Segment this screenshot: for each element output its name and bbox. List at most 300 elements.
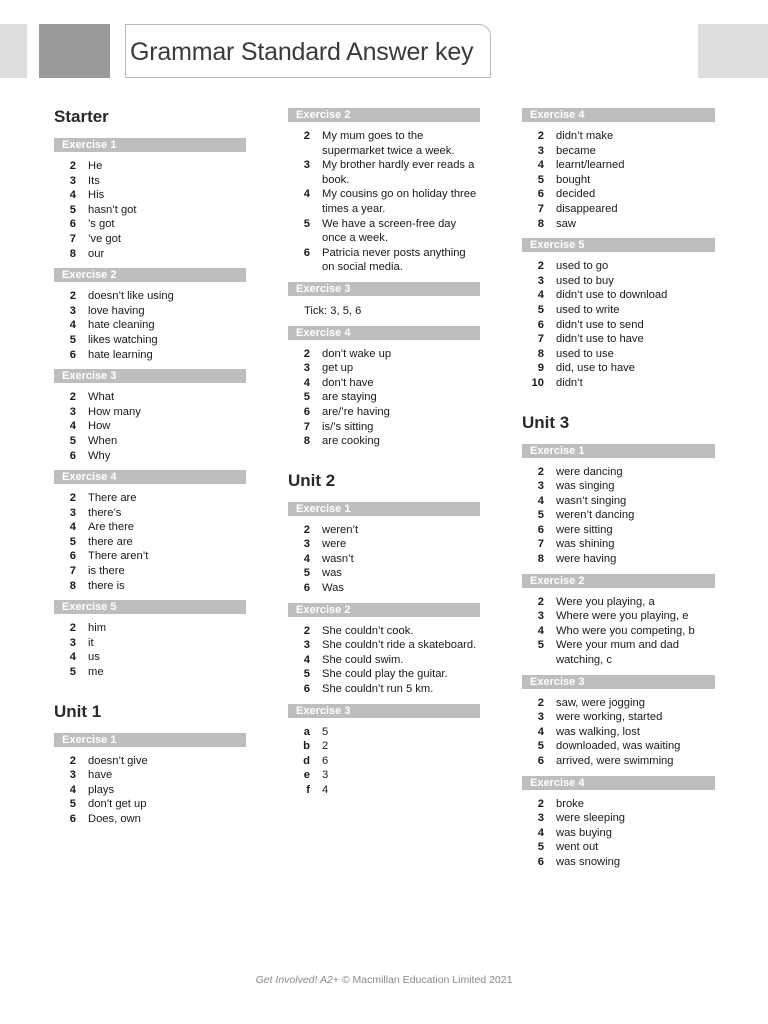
answer-text: have: [88, 769, 113, 782]
answer-text: doesn’t like using: [88, 290, 174, 303]
answer-text: used to use: [556, 347, 614, 360]
answer-number: 4: [69, 521, 76, 534]
answer-number: 2: [303, 523, 310, 536]
answer-text: was buying: [556, 826, 612, 839]
exercise-header: Exercise 2: [288, 108, 480, 122]
answer-number: 4: [537, 494, 544, 507]
answer-item: [522, 465, 715, 480]
answer-number: 8: [69, 247, 76, 260]
answer-item: [522, 624, 715, 639]
answer-number: 6: [303, 405, 310, 418]
answer-number: d: [303, 754, 310, 767]
answer-text: downloaded, was waiting: [556, 740, 681, 753]
answer-text: bought: [556, 173, 591, 186]
answer-item: [54, 217, 246, 232]
answer-item: [288, 523, 480, 538]
answer-number: 9: [537, 362, 544, 375]
answer-text: used to go: [556, 260, 609, 273]
exercise-header: Exercise 1: [288, 502, 480, 516]
answer-text: 4: [322, 784, 329, 796]
exercise-header: Exercise 3: [54, 369, 246, 383]
answer-number: 3: [69, 769, 76, 782]
answer-item: [54, 318, 246, 333]
answer-text: 5: [322, 725, 329, 738]
answer-text: us: [88, 651, 100, 664]
answer-number: 5: [69, 333, 76, 346]
answer-text: was walking, lost: [556, 725, 640, 738]
answer-text: wasn’t: [322, 552, 354, 565]
answer-list: [54, 484, 246, 593]
answer-text: hasn’t got: [88, 203, 137, 216]
answer-text: How: [88, 420, 111, 433]
answer-number: 4: [537, 159, 544, 172]
answer-item: [54, 289, 246, 304]
answer-number: 6: [303, 582, 310, 595]
answer-number: 6: [69, 449, 76, 462]
answer-item: [288, 129, 480, 158]
answer-item: [288, 217, 480, 246]
answer-item: [54, 650, 246, 665]
answer-text: She couldn’t ride a skateboard.: [322, 639, 477, 652]
unit-heading: Starter: [54, 107, 109, 126]
answer-number: 5: [537, 173, 544, 186]
answer-item: [54, 304, 246, 319]
answer-number: 5: [69, 535, 76, 548]
answer-text: likes watching: [88, 333, 158, 346]
answer-number: 6: [303, 246, 310, 259]
answer-number: 8: [537, 553, 544, 566]
answer-list: [54, 282, 246, 362]
answer-number: 4: [537, 725, 544, 738]
answer-item: [54, 159, 246, 174]
answer-text: is/’s sitting: [322, 420, 374, 433]
answer-text: His: [88, 189, 105, 202]
answer-number: 5: [303, 217, 310, 230]
answer-number: 6: [537, 755, 544, 767]
answer-number: 5: [303, 391, 310, 404]
answer-text: did, use to have: [556, 362, 635, 375]
unit-heading: Unit 2: [288, 470, 336, 490]
answer-text: me: [88, 666, 104, 679]
answer-item: [288, 405, 480, 420]
page-title: Grammar Standard Answer key: [130, 38, 474, 66]
answer-number: 8: [303, 435, 310, 448]
title-box: [125, 24, 491, 78]
answer-item: [522, 288, 715, 303]
answer-item: [288, 638, 480, 653]
footer-book-title: Get Involved! A2+: [255, 974, 339, 986]
answer-text: weren’t: [322, 523, 359, 536]
answer-item: [54, 491, 246, 506]
answer-item: [54, 247, 246, 262]
exercise-header: Exercise 2: [54, 268, 246, 282]
answer-number: 3: [537, 610, 544, 623]
answer-number: 3: [537, 480, 544, 493]
answer-item: [522, 638, 715, 667]
answer-text: 3: [322, 769, 329, 782]
answer-item: [522, 494, 715, 509]
answer-text: used to write: [556, 303, 620, 316]
exercise-header: Exercise 4: [522, 776, 715, 790]
answer-number: 4: [69, 651, 76, 664]
footer: [0, 974, 768, 986]
answer-number: 3: [69, 405, 76, 418]
answer-text: are staying: [322, 391, 377, 404]
answer-item: [522, 217, 715, 232]
answer-text: don’t wake up: [322, 347, 392, 360]
exercise-header: Exercise 4: [522, 108, 715, 122]
answer-item: [288, 390, 480, 405]
answer-text: When: [88, 434, 118, 447]
answer-item: [522, 754, 715, 769]
answer-text: our: [88, 247, 105, 260]
answer-item: [54, 174, 246, 189]
answer-number: 4: [303, 376, 310, 389]
answer-item: [54, 348, 246, 363]
answer-item: [54, 333, 246, 348]
unit-heading: Unit 3: [522, 412, 570, 432]
answer-text: get up: [322, 362, 354, 375]
answer-number: e: [303, 769, 310, 782]
answer-number: 6: [69, 218, 76, 231]
answer-number: 5: [69, 434, 76, 447]
answer-number: 2: [69, 754, 76, 767]
answer-text: didn’t use to have: [556, 333, 644, 346]
answer-item: [54, 419, 246, 434]
answer-item: [288, 667, 480, 682]
answer-list: [54, 383, 246, 463]
exercise-header: Exercise 4: [288, 326, 480, 340]
answer-item: [522, 696, 715, 711]
answer-number: 2: [303, 624, 310, 637]
answer-column-2: [288, 100, 480, 798]
answer-item: [54, 812, 246, 827]
answer-text: became: [556, 144, 596, 157]
answer-item: [522, 274, 715, 289]
answer-item: [54, 783, 246, 798]
answer-text: We have a screen-free day once a week.: [322, 217, 457, 245]
answer-text: were dancing: [556, 465, 623, 478]
answer-number: 6: [537, 188, 544, 201]
answer-text: is there: [88, 565, 125, 578]
answer-item: [54, 188, 246, 203]
answer-text: How many: [88, 405, 141, 418]
answer-number: 2: [537, 797, 544, 810]
answer-item: [288, 246, 480, 275]
answer-item: [288, 347, 480, 362]
answer-number: 2: [537, 696, 544, 709]
answer-item: [54, 449, 246, 464]
answer-item: [522, 552, 715, 567]
answer-text: 6: [322, 754, 329, 767]
answer-text: were sleeping: [556, 812, 626, 825]
answer-text: What: [88, 391, 115, 404]
answer-text: it: [88, 636, 94, 649]
answer-number: 2: [303, 130, 310, 142]
answer-item: [522, 202, 715, 217]
answer-item: [288, 682, 480, 697]
answer-item: [288, 581, 480, 596]
answer-number: 5: [303, 567, 310, 580]
answer-column-1: [54, 100, 246, 827]
answer-number: 5: [537, 740, 544, 753]
exercise-header: Exercise 3: [522, 675, 715, 689]
exercise-header: Exercise 2: [522, 574, 715, 588]
answer-item: [288, 725, 480, 740]
answer-number: 7: [69, 565, 76, 578]
answer-item: [522, 158, 715, 173]
answer-item: [522, 508, 715, 523]
answer-list: [288, 340, 480, 449]
answer-item: [288, 768, 480, 783]
answer-list: [522, 458, 715, 567]
answer-list: [522, 122, 715, 231]
answer-text: There are: [88, 492, 137, 505]
answer-item: [522, 129, 715, 144]
answer-number: f: [306, 784, 310, 796]
answer-number: 3: [303, 639, 310, 652]
answer-number: 3: [69, 636, 76, 649]
answer-item: [522, 318, 715, 333]
answer-text: were: [322, 538, 347, 551]
answer-text: hate cleaning: [88, 319, 155, 332]
answer-item: [522, 347, 715, 362]
answer-text: didn’t make: [556, 130, 614, 142]
answer-text: were working, started: [556, 711, 663, 724]
answer-text: 2: [322, 740, 329, 753]
answer-text: was snowing: [556, 855, 621, 868]
answer-number: 6: [303, 683, 310, 696]
header-tab-dark: [39, 24, 110, 78]
answer-item: [288, 158, 480, 187]
answer-text: hate learning: [88, 348, 153, 361]
answer-item: [522, 826, 715, 841]
answer-number: 4: [537, 289, 544, 302]
answer-text: Was: [322, 582, 344, 595]
answer-number: 7: [537, 538, 544, 551]
answer-list: [54, 747, 246, 827]
exercise-header: Exercise 4: [54, 470, 246, 484]
answer-text: weren’t dancing: [556, 509, 635, 522]
answer-text: broke: [556, 797, 584, 810]
answer-text: saw, were jogging: [556, 696, 645, 709]
answer-item: [522, 479, 715, 494]
answer-text: are/’re having: [322, 405, 390, 418]
answer-number: 4: [69, 420, 76, 433]
answer-item: [522, 303, 715, 318]
answer-number: 7: [537, 333, 544, 346]
answer-text: She couldn’t cook.: [322, 624, 414, 637]
answer-text: Where were you playing, e: [556, 610, 689, 623]
answer-number: 7: [537, 202, 544, 215]
answer-text: doesn’t give: [88, 754, 148, 767]
answer-list: [54, 152, 246, 261]
answer-text: Does, own: [88, 813, 141, 825]
answer-number: 6: [537, 523, 544, 536]
answer-number: 4: [303, 188, 310, 201]
answer-text: don’t get up: [88, 798, 147, 811]
answer-number: 6: [69, 348, 76, 361]
answer-item: [522, 811, 715, 826]
answer-item: [522, 739, 715, 754]
answer-text: wasn’t singing: [556, 494, 627, 507]
answer-text: plays: [88, 783, 115, 796]
answer-item: [522, 187, 715, 202]
answer-number: 5: [537, 841, 544, 854]
answer-number: 2: [537, 130, 544, 142]
answer-number: 6: [537, 855, 544, 868]
answer-list: [288, 122, 480, 275]
answer-number: b: [303, 740, 310, 753]
answer-text: there is: [88, 579, 125, 592]
answer-text: used to buy: [556, 274, 614, 287]
answer-list: [522, 689, 715, 769]
answer-item: [54, 520, 246, 535]
answer-number: 7: [303, 420, 310, 433]
answer-text: My cousins go on holiday three times a year.: [322, 188, 477, 215]
answer-text: him: [88, 622, 107, 635]
answer-number: 2: [69, 492, 76, 505]
answer-list: [288, 718, 480, 798]
answer-number: 2: [69, 160, 76, 172]
answer-text: She could swim.: [322, 653, 404, 666]
answer-number: 3: [69, 174, 76, 187]
answer-item: [522, 840, 715, 855]
answer-item: [522, 259, 715, 274]
answer-number: 3: [303, 538, 310, 551]
answer-list: [522, 790, 715, 870]
answer-number: 3: [69, 506, 76, 519]
answer-item: [522, 361, 715, 376]
answer-text: didn’t use to download: [556, 289, 668, 302]
answer-list: [288, 617, 480, 697]
answer-number: 8: [69, 579, 76, 592]
answer-text: Its: [88, 174, 100, 187]
answer-text: My mum goes to the supermarket twice a week.: [322, 130, 455, 157]
answer-text: She could play the guitar.: [322, 668, 448, 681]
answer-item: [288, 537, 480, 552]
answer-number: 3: [537, 711, 544, 724]
answer-text: Patricia never posts anything on social media.: [322, 246, 466, 274]
answer-item: [288, 552, 480, 567]
answer-number: 8: [537, 217, 544, 230]
answer-list: [54, 614, 246, 679]
answer-text: love having: [88, 304, 145, 317]
answer-item: [54, 232, 246, 247]
answer-number: 4: [537, 624, 544, 637]
answer-text: went out: [556, 841, 599, 854]
answer-number: 4: [303, 552, 310, 565]
answer-column-3: [522, 100, 715, 870]
answer-item: [522, 797, 715, 812]
exercise-header: Exercise 1: [54, 138, 246, 152]
answer-text: ’ve got: [88, 232, 121, 245]
answer-text: He: [88, 160, 103, 172]
answer-item: [54, 535, 246, 550]
answer-number: 10: [531, 376, 544, 389]
answer-list: [522, 588, 715, 668]
answer-text: Were your mum and dad watching, c: [556, 639, 679, 667]
answer-item: [288, 434, 480, 449]
answer-number: 2: [537, 595, 544, 608]
answer-number: 5: [69, 798, 76, 811]
answer-item: [54, 405, 246, 420]
answer-number: 2: [69, 391, 76, 404]
footer-copyright: © Macmillan Education Limited 2021: [338, 974, 513, 986]
answer-item: [54, 768, 246, 783]
answer-item: [522, 332, 715, 347]
answer-number: 5: [537, 509, 544, 522]
answer-item: [288, 187, 480, 216]
answer-item: [54, 579, 246, 594]
answer-text: didn’t use to send: [556, 318, 644, 331]
answer-item: [522, 609, 715, 624]
answer-text: My brother hardly ever reads a book.: [322, 159, 475, 186]
header-tab-right: [698, 24, 768, 78]
answer-number: 5: [69, 203, 76, 216]
answer-item: [522, 376, 715, 391]
answer-item: [288, 653, 480, 668]
answer-number: 4: [69, 189, 76, 202]
answer-text: were having: [556, 553, 617, 566]
answer-item: [522, 537, 715, 552]
exercise-header: Exercise 3: [288, 282, 480, 296]
answer-number: 4: [303, 653, 310, 666]
answer-number: 5: [537, 303, 544, 316]
answer-text: Were you playing, a: [556, 595, 655, 608]
answer-item: [54, 434, 246, 449]
answer-text: are cooking: [322, 435, 380, 448]
answer-number: 5: [303, 668, 310, 681]
answer-text: arrived, were swimming: [556, 755, 674, 767]
answer-number: a: [303, 725, 310, 738]
answer-item: [54, 564, 246, 579]
answer-item: [288, 783, 480, 798]
answer-number: 5: [69, 666, 76, 679]
answer-number: 2: [537, 465, 544, 478]
answer-text: was shining: [556, 538, 615, 551]
answer-number: 5: [537, 639, 544, 652]
answer-number: 3: [537, 274, 544, 287]
answer-number: 3: [537, 812, 544, 825]
answer-item: [522, 725, 715, 740]
answer-list: [522, 252, 715, 390]
answer-item: [54, 506, 246, 521]
answer-text: there’s: [88, 506, 122, 519]
answer-number: 8: [537, 347, 544, 360]
answer-text: learnt/learned: [556, 159, 625, 172]
answer-item: [288, 739, 480, 754]
answer-item: [288, 376, 480, 391]
answer-number: 6: [69, 813, 76, 825]
answer-text: disappeared: [556, 202, 618, 215]
answer-number: 6: [537, 318, 544, 331]
answer-text: Tick: 3, 5, 6: [304, 304, 362, 317]
answer-item: [54, 549, 246, 564]
answer-number: 2: [69, 290, 76, 303]
answer-item: [54, 665, 246, 680]
answer-number: 4: [537, 826, 544, 839]
answer-text: ’s got: [88, 218, 115, 231]
answer-item: [54, 797, 246, 812]
answer-text: Are there: [88, 521, 135, 534]
answer-text: don’t have: [322, 376, 374, 389]
answer-text: didn’t: [556, 376, 583, 389]
answer-number: 2: [537, 260, 544, 273]
exercise-header: Exercise 3: [288, 704, 480, 718]
exercise-header: Exercise 2: [288, 603, 480, 617]
answer-text: Why: [88, 449, 111, 462]
